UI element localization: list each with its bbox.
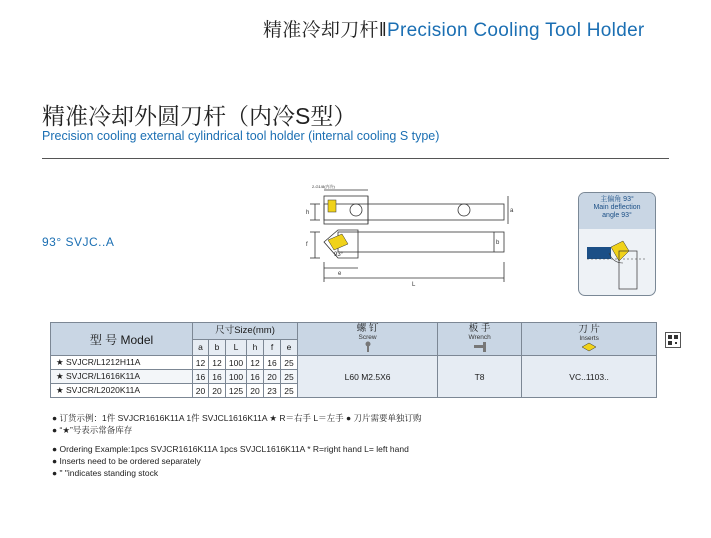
cell-f: 16	[264, 356, 281, 370]
dim-label-angle: 93°	[334, 252, 344, 258]
wrench-value: T8	[438, 356, 522, 398]
screw-header-cn: 螺 钉	[356, 323, 379, 334]
cell-b: 20	[209, 384, 226, 398]
deflection-label-en-1: Main deflection	[593, 204, 641, 211]
dim-label-a: a	[510, 208, 514, 214]
wrench-header-en: Wrench	[468, 334, 491, 341]
header-title-en: Precision Cooling Tool Holder	[386, 20, 645, 41]
cell-h: 16	[247, 370, 264, 384]
insert-top-view-icon	[328, 200, 336, 212]
deflection-label-en-2: angle 93°	[602, 212, 632, 219]
size-header	[193, 323, 298, 340]
note-cn-2: ● “★”号表示常备库存	[52, 425, 133, 435]
cell-f: 23	[264, 384, 281, 398]
diamond-insert-icon	[581, 342, 597, 352]
deflection-diagram	[579, 229, 655, 293]
section-title-en: Precision cooling external cylindrical tool holder (internal cooling S type)	[42, 129, 440, 143]
cell-a: 20	[193, 384, 209, 398]
insert-value: VC..1103..	[522, 356, 657, 398]
holder-side-view-body	[338, 232, 504, 252]
coolant-port-left	[350, 204, 362, 216]
deflection-angle-header	[579, 193, 655, 229]
dim-label-b: b	[496, 240, 500, 246]
table-row	[51, 356, 657, 370]
section-divider	[42, 158, 669, 159]
note-cn-1: ● 订货示例：1件 SVJCR1616K11A 1件 SVJCL1616K11A ★ R＝右手 L＝左手 ● 刀片需要单独订购	[52, 413, 422, 423]
deflection-label-cn: 主偏角 93°	[600, 196, 634, 203]
dim-label-h: h	[306, 210, 310, 216]
insert-header-en: Inserts	[579, 335, 599, 342]
ordering-notes	[52, 412, 422, 479]
cell-f: 20	[264, 370, 281, 384]
drawing-callout: 2-G1/8(内冷)	[312, 184, 335, 189]
dim-header-f: f	[264, 339, 281, 356]
dim-header-l: L	[226, 339, 247, 356]
cell-h: 20	[247, 384, 264, 398]
cell-b: 16	[209, 370, 226, 384]
angle-label: 93° SVJC..A	[42, 235, 115, 249]
screw-header-en: Screw	[358, 334, 377, 341]
cell-e: 25	[281, 384, 298, 398]
cell-l: 100	[226, 370, 247, 384]
model-cell: ★ SVJCR/L2020K11A	[51, 384, 193, 398]
header-title-cn: 精准冷却刀杆	[263, 20, 379, 41]
wrench-icon	[473, 341, 487, 353]
dim-header-a: a	[193, 339, 209, 356]
cell-b: 12	[209, 356, 226, 370]
insert-header-cn: 刀 片	[578, 324, 600, 335]
table-header-row	[51, 323, 657, 340]
model-header: 型 号 Model	[51, 323, 193, 356]
insert-header	[522, 323, 657, 356]
coolant-port-right	[458, 204, 470, 216]
tool-holder-drawing	[298, 182, 518, 292]
workpiece-icon	[587, 247, 611, 259]
spec-table	[50, 322, 657, 398]
cell-a: 12	[193, 356, 209, 370]
note-en-1: ● Ordering Example:1pcs SVJCR1616K11A 1pcs SVJCL1616K11A * R=right hand L= left hand	[52, 444, 409, 454]
cell-a: 16	[193, 370, 209, 384]
screw-value: L60 M2.5X6	[298, 356, 438, 398]
dim-label-e: e	[338, 271, 342, 277]
note-en-2: ● Inserts need to be ordered separately	[52, 456, 201, 466]
cell-h: 12	[247, 356, 264, 370]
size-header-label: 尺寸Size(mm)	[215, 325, 275, 337]
cell-e: 25	[281, 356, 298, 370]
screw-icon	[362, 341, 374, 353]
cell-e: 25	[281, 370, 298, 384]
note-en-3: ● " "indicates standing stock	[52, 468, 159, 478]
section-title-cn: 精准冷却外圆刀杆（内冷S型）	[42, 103, 357, 129]
wrench-header-cn: 板 手	[468, 323, 491, 334]
deflection-angle-box	[578, 192, 656, 296]
dim-header-h: h	[247, 339, 264, 356]
dim-header-b: b	[209, 339, 226, 356]
dim-header-e: e	[281, 339, 298, 356]
page-header-title	[263, 15, 645, 42]
screw-header	[298, 323, 438, 356]
header-title-separator: ‖	[378, 20, 387, 41]
model-cell: ★ SVJCR/L1616K11A	[51, 370, 193, 384]
cell-l: 100	[226, 356, 247, 370]
model-cell: ★ SVJCR/L1212H11A	[51, 356, 193, 370]
qr-code-icon	[665, 332, 681, 348]
cell-l: 125	[226, 384, 247, 398]
dim-label-l: L	[412, 282, 416, 288]
wrench-header	[438, 323, 522, 356]
dim-label-f: f	[306, 242, 308, 248]
